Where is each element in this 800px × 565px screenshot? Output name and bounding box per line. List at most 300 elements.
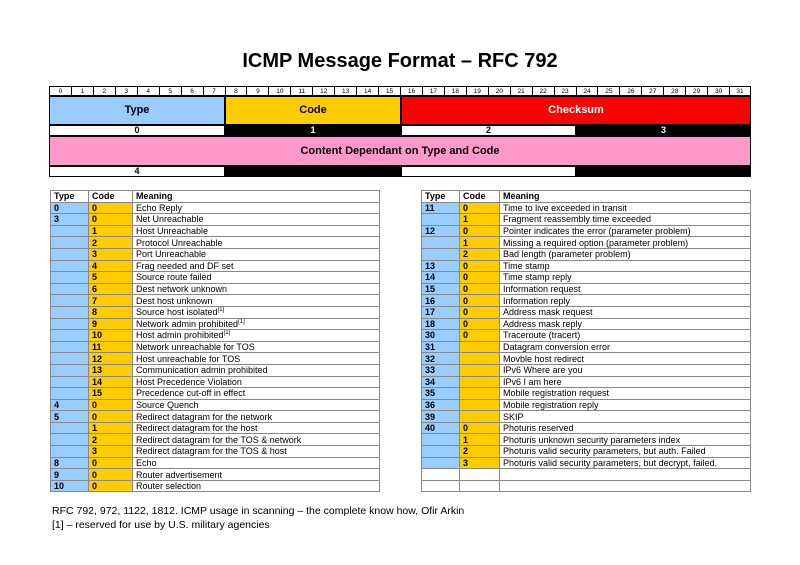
bit-number: 10 (268, 86, 290, 96)
table-row (422, 295, 751, 307)
type-cell (422, 306, 460, 318)
code-cell (460, 376, 500, 388)
byte-index (49, 166, 225, 177)
table-row (422, 399, 751, 411)
meaning-cell (133, 260, 380, 272)
byte-index (225, 125, 401, 136)
meaning-cell-text: Information reply (503, 295, 571, 306)
bit-number: 19 (466, 86, 488, 96)
meaning-cell-text: Time stamp (503, 260, 550, 271)
type-cell (422, 248, 460, 260)
meaning-cell-text: Network admin prohibited (136, 318, 239, 329)
meaning-cell-text: Redirect datagram for the TOS & network (136, 434, 302, 445)
byte-index-label: 0 (134, 125, 140, 135)
meaning-cell-text: Photuris unknown security parameters index (503, 434, 681, 445)
meaning-cell (133, 341, 380, 353)
meaning-cell-text: Host Precedence Violation (136, 376, 242, 387)
meaning-cell-text: Time stamp reply (503, 272, 572, 283)
code-cell (89, 260, 133, 272)
type-cell (51, 214, 89, 226)
meaning-cell (500, 364, 751, 376)
type-cell (51, 260, 89, 272)
code-cell-text: 0 (92, 457, 98, 468)
meaning-cell-text: Redirect datagram for the TOS & host (136, 446, 287, 457)
meaning-cell (133, 411, 380, 423)
bit-number: 8 (225, 86, 247, 96)
code-cell (460, 446, 500, 458)
meaning-cell (500, 376, 751, 388)
type-cell-text: 4 (54, 399, 60, 410)
meaning-cell (500, 225, 751, 237)
type-cell (422, 469, 460, 481)
meaning-cell (500, 411, 751, 423)
meaning-cell (133, 376, 380, 388)
type-cell (422, 353, 460, 365)
meaning-cell (133, 202, 380, 214)
bit-number: 4 (137, 86, 159, 96)
meaning-cell (500, 295, 751, 307)
code-cell (89, 457, 133, 469)
code-cell-text: 1 (463, 434, 469, 445)
code-cell-text: 11 (92, 342, 102, 353)
meaning-cell-text: Information request (503, 284, 581, 295)
type-cell-text: 9 (54, 469, 60, 480)
code-cell (460, 330, 500, 342)
meaning-cell (133, 318, 380, 330)
type-cell-text: 34 (425, 376, 436, 387)
code-cell (89, 399, 133, 411)
meaning-cell-text: Pointer indicates the error (parameter problem) (503, 226, 691, 237)
type-cell (51, 434, 89, 446)
footnote-references: RFC 792, 972, 1122, 1812. ICMP usage in scanning – the complete know how, Ofir Arkin (52, 505, 465, 517)
table-row (422, 214, 751, 226)
meaning-cell-text: Fragment reassembly time exceeded (503, 214, 652, 225)
bit-number: 17 (422, 86, 444, 96)
code-cell-text: 0 (463, 260, 469, 271)
code-cell (89, 411, 133, 423)
table-header-row (51, 191, 380, 203)
type-cell (422, 202, 460, 214)
byte-index-blank (576, 166, 751, 177)
table-row (422, 330, 751, 342)
code-cell (89, 341, 133, 353)
code-cell-text: 2 (92, 237, 98, 248)
table-row (422, 353, 751, 365)
code-field (225, 96, 401, 125)
bit-number: 25 (597, 86, 619, 96)
type-field (49, 96, 225, 125)
bit-number: 23 (554, 86, 576, 96)
table-row (51, 225, 380, 237)
meaning-cell (500, 283, 751, 295)
code-cell-text: 0 (463, 284, 469, 295)
table-row (422, 480, 751, 492)
bit-number: 30 (707, 86, 729, 96)
code-field-label: Code (299, 104, 327, 116)
code-cell (89, 469, 133, 481)
code-cell (460, 283, 500, 295)
table-row (51, 248, 380, 260)
type-cell (422, 283, 460, 295)
code-cell-text: 0 (463, 330, 469, 341)
meaning-cell (133, 272, 380, 284)
type-cell-text: 16 (425, 295, 436, 306)
table-row (51, 214, 380, 226)
code-cell-text: 0 (463, 307, 469, 318)
bit-number: 26 (619, 86, 641, 96)
table-row (51, 260, 380, 272)
code-cell (89, 364, 133, 376)
meaning-cell (133, 353, 380, 365)
code-cell (89, 237, 133, 249)
icmp-table-left (50, 190, 380, 492)
meaning-cell-text: Net Unreachable (136, 214, 204, 225)
table-row (422, 376, 751, 388)
code-cell-text: 13 (92, 365, 103, 376)
table-row (422, 422, 751, 434)
code-cell-text: 2 (463, 249, 469, 260)
type-cell (51, 318, 89, 330)
table-row (51, 295, 380, 307)
meaning-cell-text: Host Unreachable (136, 226, 209, 237)
code-cell (460, 272, 500, 284)
type-cell-text: 33 (425, 365, 436, 376)
table-row (51, 283, 380, 295)
meaning-cell-text: Network unreachable for TOS (136, 342, 255, 353)
type-cell-text: 10 (54, 481, 65, 492)
meaning-cell (133, 364, 380, 376)
icmp-table-right (421, 190, 751, 492)
footnote-marker: [1] (223, 330, 231, 337)
meaning-cell (500, 272, 751, 284)
meaning-cell-text: Missing a required option (parameter problem) (503, 237, 689, 248)
table-row (422, 364, 751, 376)
meaning-cell (500, 434, 751, 446)
meaning-cell-text: Router selection (136, 481, 202, 492)
meaning-cell-text: Redirect datagram for the network (136, 411, 273, 422)
table-row (51, 434, 380, 446)
code-cell-text: 8 (92, 307, 98, 318)
bit-number: 6 (181, 86, 203, 96)
bit-number: 1 (71, 86, 93, 96)
meaning-cell (133, 457, 380, 469)
meaning-cell (133, 399, 380, 411)
byte-index-blank (225, 166, 401, 177)
code-cell-text: 3 (92, 249, 98, 260)
meaning-cell (500, 422, 751, 434)
type-cell (422, 411, 460, 423)
table-row (422, 318, 751, 330)
type-cell (51, 295, 89, 307)
meaning-cell-text: Host admin prohibited (136, 330, 224, 341)
type-cell-text: 30 (425, 330, 436, 341)
bit-number: 21 (510, 86, 532, 96)
type-cell (422, 480, 460, 492)
type-cell (422, 318, 460, 330)
type-cell (422, 341, 460, 353)
table-row (51, 388, 380, 400)
meaning-cell (133, 225, 380, 237)
meaning-cell-text: Host unreachable for TOS (136, 353, 241, 364)
meaning-cell (133, 434, 380, 446)
table-row (422, 306, 751, 318)
table-row (51, 272, 380, 284)
code-cell-text: 0 (463, 318, 469, 329)
type-cell (422, 422, 460, 434)
code-cell (89, 272, 133, 284)
code-cell-text: 3 (92, 446, 98, 457)
type-cell (51, 376, 89, 388)
meaning-cell (500, 399, 751, 411)
footnote-military: [1] – reserved for use by U.S. military agencies (52, 519, 270, 531)
type-cell (422, 434, 460, 446)
col-type-header: Type (51, 191, 89, 203)
meaning-cell-text: Port Unreachable (136, 249, 207, 260)
meaning-cell-text: IPv6 Where are you (503, 365, 583, 376)
bit-number: 2 (93, 86, 115, 96)
table-row (51, 411, 380, 423)
code-cell (460, 225, 500, 237)
type-cell-text: 5 (54, 411, 60, 422)
meaning-cell-text: Mobile registration reply (503, 399, 599, 410)
type-cell-text: 0 (54, 202, 60, 213)
code-cell (89, 446, 133, 458)
bit-number: 15 (378, 86, 400, 96)
code-cell-text: 0 (463, 202, 469, 213)
type-cell-text: 15 (425, 284, 436, 295)
type-cell (422, 214, 460, 226)
type-cell (422, 364, 460, 376)
code-cell (89, 434, 133, 446)
bit-number: 5 (159, 86, 181, 96)
code-cell-text: 0 (92, 214, 98, 225)
meaning-cell-text: Frag needed and DF set (136, 260, 234, 271)
code-cell (89, 306, 133, 318)
table-row (422, 341, 751, 353)
meaning-cell-text: Photuris reserved (503, 423, 574, 434)
type-cell (51, 330, 89, 342)
meaning-cell-text: Address mask request (503, 307, 593, 318)
code-cell (460, 260, 500, 272)
type-cell (51, 248, 89, 260)
type-cell (51, 341, 89, 353)
table-row (51, 469, 380, 481)
col-type-header: Type (422, 191, 460, 203)
type-cell (51, 202, 89, 214)
code-cell (460, 434, 500, 446)
meaning-cell (500, 214, 751, 226)
meaning-cell-text: Source Quench (136, 399, 199, 410)
meaning-cell-text: Communication admin prohibited (136, 365, 268, 376)
meaning-cell-text: Photuris valid security parameters, but auth. Failed (503, 446, 706, 457)
meaning-cell (500, 318, 751, 330)
meaning-cell-text: Source route failed (136, 272, 212, 283)
code-cell-text: 0 (463, 423, 469, 434)
checksum-field (401, 96, 751, 125)
meaning-cell-text: Bad length (parameter problem) (503, 249, 631, 260)
table-row (51, 353, 380, 365)
type-cell-text: 17 (425, 307, 436, 318)
meaning-cell-text: IPv6 I am here (503, 376, 562, 387)
table-row (422, 457, 751, 469)
bit-number: 11 (290, 86, 312, 96)
code-cell (460, 341, 500, 353)
bit-number: 31 (729, 86, 751, 96)
meaning-cell (500, 388, 751, 400)
meaning-cell (133, 248, 380, 260)
meaning-cell (500, 341, 751, 353)
meaning-cell (500, 457, 751, 469)
table-row (51, 480, 380, 492)
meaning-cell (500, 330, 751, 342)
col-code-header: Code (89, 191, 133, 203)
code-cell (460, 411, 500, 423)
code-cell (89, 295, 133, 307)
type-cell (422, 272, 460, 284)
table-row (51, 306, 380, 318)
meaning-cell-text: Precedence cut-off in effect (136, 388, 246, 399)
bit-number: 14 (356, 86, 378, 96)
type-cell (51, 446, 89, 458)
type-cell-text: 14 (425, 272, 436, 283)
meaning-cell-text: Echo Reply (136, 202, 183, 213)
meaning-cell-text: Dest network unknown (136, 284, 228, 295)
code-cell (460, 295, 500, 307)
bit-number: 12 (312, 86, 334, 96)
code-cell-text: 5 (92, 272, 98, 283)
code-cell-text: 12 (92, 353, 103, 364)
code-cell (460, 237, 500, 249)
type-cell (422, 225, 460, 237)
meaning-cell (133, 214, 380, 226)
meaning-cell-text: Movble host redirect (503, 353, 585, 364)
meaning-cell (500, 353, 751, 365)
meaning-cell (133, 469, 380, 481)
page-title: ICMP Message Format – RFC 792 (242, 50, 558, 72)
code-cell (89, 388, 133, 400)
code-cell (89, 330, 133, 342)
table-row (51, 364, 380, 376)
type-cell (422, 237, 460, 249)
byte-index (576, 125, 751, 136)
meaning-cell-text: Source host isolated (136, 307, 218, 318)
type-cell-text: 40 (425, 423, 436, 434)
code-cell-text: 1 (92, 423, 98, 434)
bit-number: 3 (115, 86, 137, 96)
code-cell-text: 10 (92, 330, 103, 341)
code-cell (460, 457, 500, 469)
meaning-cell-text: Address mask reply (503, 318, 583, 329)
code-cell (460, 364, 500, 376)
code-cell (89, 214, 133, 226)
code-cell (89, 376, 133, 388)
meaning-cell-text: Time to live exceeded in transit (503, 202, 627, 213)
col-code-header: Code (460, 191, 500, 203)
table-row (422, 446, 751, 458)
type-cell (422, 399, 460, 411)
table-row (51, 422, 380, 434)
meaning-cell (500, 260, 751, 272)
code-cell (89, 318, 133, 330)
type-cell (51, 411, 89, 423)
code-cell (89, 422, 133, 434)
table-row (422, 237, 751, 249)
bit-number: 13 (334, 86, 356, 96)
type-cell (51, 364, 89, 376)
type-cell-text: 12 (425, 226, 436, 237)
table-row (422, 411, 751, 423)
table-header-row (422, 191, 751, 203)
meaning-cell (133, 330, 380, 342)
table-row (422, 283, 751, 295)
table-row (422, 272, 751, 284)
bit-number: 24 (576, 86, 598, 96)
type-cell-text: 31 (425, 342, 436, 353)
bit-number: 27 (641, 86, 663, 96)
meaning-cell-text: Datagram conversion error (503, 342, 611, 353)
code-cell (460, 214, 500, 226)
code-cell-text: 0 (92, 399, 98, 410)
type-cell-text: 11 (425, 202, 435, 213)
content-field (49, 136, 751, 166)
code-cell (460, 469, 500, 481)
code-cell (89, 353, 133, 365)
table-row (422, 469, 751, 481)
byte-index-label: 2 (485, 125, 491, 135)
table-row (51, 446, 380, 458)
code-cell-text: 2 (92, 434, 98, 445)
byte-index-label: 4 (134, 166, 140, 176)
type-cell (51, 399, 89, 411)
code-cell-text: 0 (92, 411, 98, 422)
code-cell-text: 0 (92, 481, 98, 492)
meaning-cell (500, 469, 751, 481)
type-cell (422, 295, 460, 307)
type-cell-text: 13 (425, 260, 436, 271)
type-cell (51, 388, 89, 400)
type-cell (422, 388, 460, 400)
type-cell-text: 18 (425, 318, 436, 329)
type-cell-text: 8 (54, 457, 60, 468)
code-cell (89, 248, 133, 260)
meaning-cell (500, 446, 751, 458)
table-row (51, 318, 380, 330)
type-cell (51, 272, 89, 284)
meaning-cell (133, 306, 380, 318)
code-cell (460, 388, 500, 400)
table-row (51, 330, 380, 342)
meaning-cell (133, 295, 380, 307)
type-cell (51, 283, 89, 295)
table-row (422, 202, 751, 214)
bit-number: 9 (246, 86, 268, 96)
table-row (51, 202, 380, 214)
code-cell-text: 3 (463, 457, 469, 468)
code-cell-text: 6 (92, 284, 98, 295)
code-cell-text: 14 (92, 376, 103, 387)
type-cell (422, 260, 460, 272)
code-cell-text: 9 (92, 318, 98, 329)
meaning-cell-text: Router advertisement (136, 469, 223, 480)
meaning-cell (133, 446, 380, 458)
table-row (51, 457, 380, 469)
meaning-cell (133, 422, 380, 434)
meaning-cell (133, 283, 380, 295)
byte-index-blank (401, 166, 576, 177)
meaning-cell-text: Photuris valid security parameters, but decrypt, failed. (503, 457, 718, 468)
code-cell-text: 4 (92, 260, 98, 271)
footnote-marker: [1] (217, 307, 225, 314)
